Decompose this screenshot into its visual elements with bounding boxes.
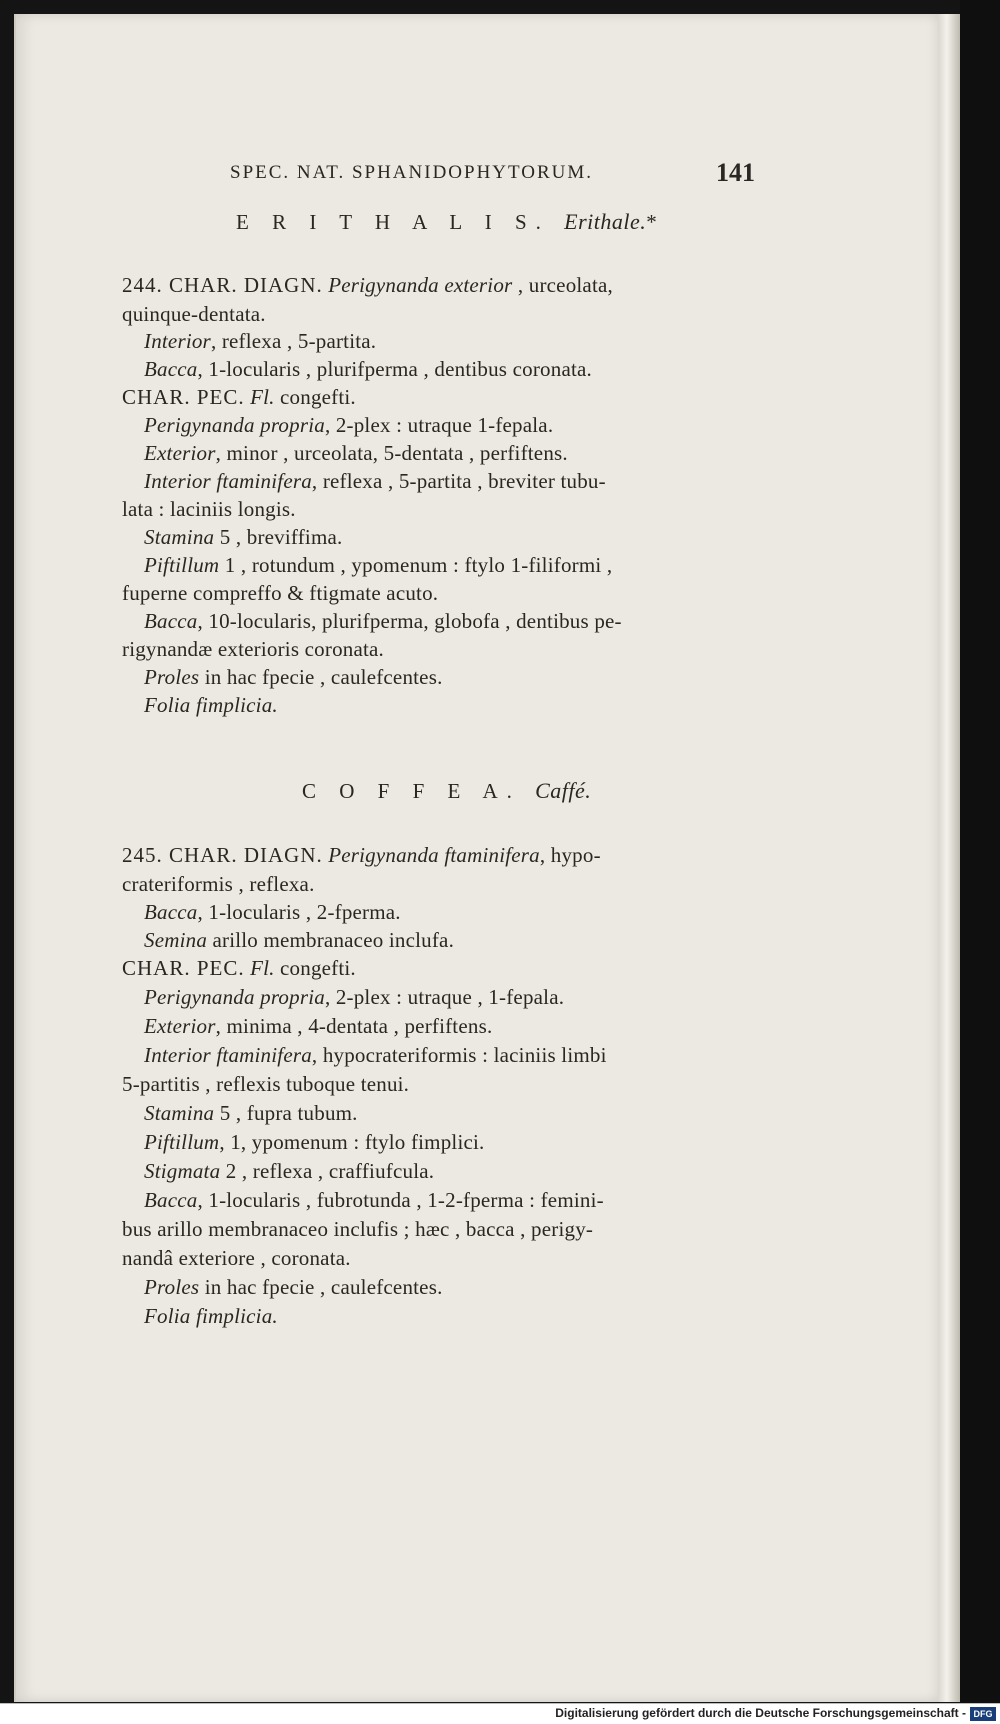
text-line: quinque-dentata. [122,302,266,326]
text-line: Bacca, 1-locularis , 2-fperma. [144,900,401,924]
text-line: bus arillo membranaceo inclufis ; hæc , bacca , perigy- [122,1217,594,1241]
text-line: Folia fimplicia. [144,1304,278,1328]
text-line: Bacca, 10-locularis, plurifperma, globofa , dentibus pe- [144,609,622,633]
genus-common-name: Caffé. [535,778,592,803]
digitization-footer [0,1703,1000,1724]
footnote-mark: * [646,210,657,234]
text-line: Semina arillo membranaceo inclufa. [144,928,455,952]
text-line: CHAR. PEC. Fl. congefti. [122,956,356,980]
genus-name: C O F F E A. [302,779,521,803]
text-line: rigynandæ exterioris coronata. [122,637,384,661]
running-head: SPEC. NAT. SPHANIDOPHYTORUM. [230,162,594,183]
text-line: Interior ftaminifera, hypocrateriformis : laciniis limbi [144,1043,607,1067]
text-line: Exterior, minor , urceolata, 5-dentata , perfiftens. [144,441,568,465]
page-number: 141 [716,158,755,187]
text-line: crateriformis , reflexa. [122,872,315,896]
text-line: nandâ exteriore , coronata. [122,1246,351,1270]
genus-heading-coffea [302,778,591,804]
book-page [14,14,940,1702]
text-line: Perigynanda propria, 2-plex : utraque , 1-fepala. [144,985,565,1009]
text-line: Interior ftaminifera, reflexa , 5-partita , breviter tubu- [144,469,606,493]
dfg-logo: DFG [970,1707,996,1721]
genus-name: E R I T H A L I S. [236,210,550,234]
text-line: Stamina 5 , fupra tubum. [144,1101,358,1125]
genus-heading-erithalis [236,209,657,235]
text-line: lata : laciniis longis. [122,497,296,521]
text-line: 245. CHAR. DIAGN. Perigynanda ftaminifera, hypo- [122,843,601,867]
text-line: fuperne compreffo & ftigmate acuto. [122,581,439,605]
text-line: Perigynanda propria, 2-plex : utraque 1-fepala. [144,413,554,437]
text-line: Proles in hac fpecie , caulefcentes. [144,665,443,689]
text-line: CHAR. PEC. Fl. congefti. [122,385,356,409]
text-line: Piftillum, 1, ypomenum : ftylo fimplici. [144,1130,485,1154]
text-line: 5-partitis , reflexis tuboque tenui. [122,1072,410,1096]
text-line: Proles in hac fpecie , caulefcentes. [144,1275,443,1299]
text-line: Piftillum 1 , rotundum , ypomenum : ftylo 1-filiformi , [144,553,613,577]
text-line: Bacca, 1-locularis , fubrotunda , 1-2-fperma : femini- [144,1188,604,1212]
text-line: 244. CHAR. DIAGN. Perigynanda exterior , urceolata, [122,273,613,297]
text-line: Exterior, minima , 4-dentata , perfiftens. [144,1014,493,1038]
scan-edge [960,0,1000,1703]
funding-credit: Digitalisierung gefördert durch die Deutsche Forschungsgemeinschaft - [555,1706,966,1720]
text-line: Stigmata 2 , reflexa , craffiufcula. [144,1159,435,1183]
page-gutter [938,14,960,1702]
text-line: Stamina 5 , breviffima. [144,525,343,549]
text-line: Interior, reflexa , 5-partita. [144,329,377,353]
genus-common-name: Erithale. [564,209,647,234]
text-line: Bacca, 1-locularis , plurifperma , dentibus coronata. [144,357,592,381]
text-line: Folia fimplicia. [144,693,278,717]
